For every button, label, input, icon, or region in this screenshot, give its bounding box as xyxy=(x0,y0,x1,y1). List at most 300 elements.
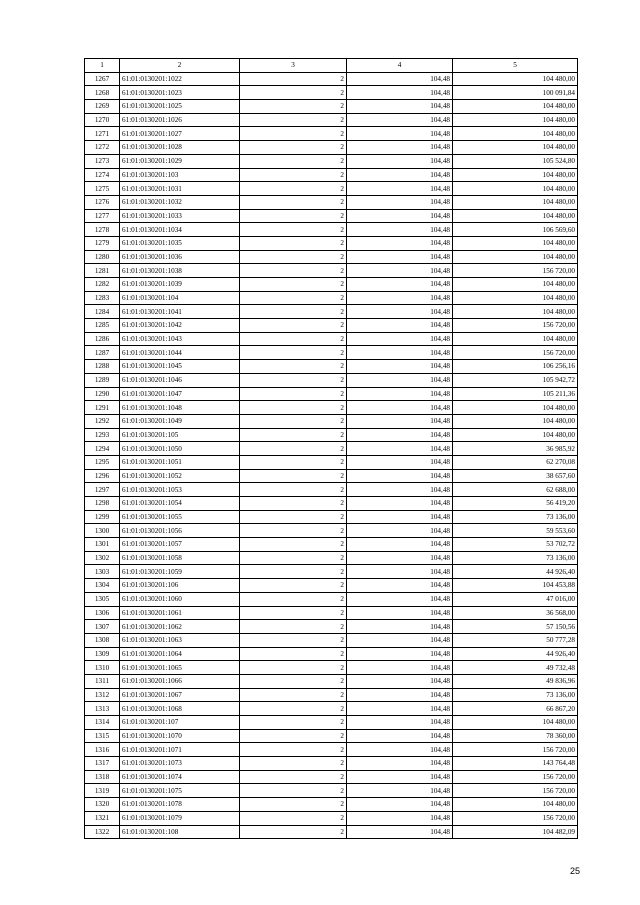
column-4-cell: 104,48 xyxy=(347,510,453,524)
table-row xyxy=(85,373,578,387)
column-4-cell: 104,48 xyxy=(347,127,453,141)
column-4-cell: 104,48 xyxy=(347,606,453,620)
table-row xyxy=(85,688,578,702)
column-3-cell: 2 xyxy=(240,264,347,278)
column-3-cell: 2 xyxy=(240,592,347,606)
row-number-cell: 1303 xyxy=(85,565,120,579)
amount-cell: 104 480,00 xyxy=(453,414,578,428)
cadastral-number-cell: 61:01:0130201:1057 xyxy=(120,538,240,552)
cadastral-number-cell: 61:01:0130201:1065 xyxy=(120,661,240,675)
row-number-cell: 1296 xyxy=(85,469,120,483)
column-3-cell: 2 xyxy=(240,606,347,620)
column-4-cell: 104,48 xyxy=(347,784,453,798)
amount-cell: 62 270,08 xyxy=(453,455,578,469)
table-row xyxy=(85,497,578,511)
table-row xyxy=(85,729,578,743)
table-row xyxy=(85,510,578,524)
column-3-cell: 2 xyxy=(240,743,347,757)
column-3-cell: 2 xyxy=(240,538,347,552)
table-row xyxy=(85,606,578,620)
table-row xyxy=(85,127,578,141)
column-3-cell: 2 xyxy=(240,811,347,825)
amount-cell: 156 720,00 xyxy=(453,743,578,757)
row-number-cell: 1270 xyxy=(85,113,120,127)
cadastral-number-cell: 61:01:0130201:1075 xyxy=(120,784,240,798)
amount-cell: 104 453,88 xyxy=(453,579,578,593)
table-row xyxy=(85,250,578,264)
cadastral-number-cell: 61:01:0130201:1034 xyxy=(120,223,240,237)
cadastral-number-cell: 61:01:0130201:1047 xyxy=(120,387,240,401)
amount-cell: 66 867,20 xyxy=(453,702,578,716)
amount-cell: 104 480,00 xyxy=(453,168,578,182)
table-row xyxy=(85,401,578,415)
row-number-cell: 1311 xyxy=(85,674,120,688)
column-3-cell: 2 xyxy=(240,291,347,305)
column-4-cell: 104,48 xyxy=(347,497,453,511)
header-row xyxy=(85,59,578,73)
column-4-cell: 104,48 xyxy=(347,141,453,155)
row-number-cell: 1293 xyxy=(85,428,120,442)
table-row xyxy=(85,428,578,442)
row-number-cell: 1272 xyxy=(85,141,120,155)
row-number-cell: 1280 xyxy=(85,250,120,264)
row-number-cell: 1267 xyxy=(85,72,120,86)
row-number-cell: 1316 xyxy=(85,743,120,757)
table-row xyxy=(85,332,578,346)
amount-cell: 156 720,00 xyxy=(453,770,578,784)
column-3-cell: 2 xyxy=(240,195,347,209)
table-header xyxy=(85,59,578,73)
row-number-cell: 1319 xyxy=(85,784,120,798)
cadastral-number-cell: 61:01:0130201:1032 xyxy=(120,195,240,209)
column-4-cell: 104,48 xyxy=(347,565,453,579)
cadastral-number-cell: 61:01:0130201:1054 xyxy=(120,497,240,511)
amount-cell: 104 480,00 xyxy=(453,401,578,415)
column-3-cell: 2 xyxy=(240,483,347,497)
amount-cell: 62 688,00 xyxy=(453,483,578,497)
amount-cell: 104 480,00 xyxy=(453,428,578,442)
row-number-cell: 1312 xyxy=(85,688,120,702)
row-number-cell: 1302 xyxy=(85,551,120,565)
row-number-cell: 1297 xyxy=(85,483,120,497)
row-number-cell: 1295 xyxy=(85,455,120,469)
table-row xyxy=(85,236,578,250)
table-row xyxy=(85,455,578,469)
column-4-cell: 104,48 xyxy=(347,373,453,387)
column-3-cell: 2 xyxy=(240,209,347,223)
row-number-cell: 1281 xyxy=(85,264,120,278)
cadastral-number-cell: 61:01:0130201:1025 xyxy=(120,100,240,114)
column-4-cell: 104,48 xyxy=(347,716,453,730)
amount-cell: 104 480,00 xyxy=(453,278,578,292)
column-3-cell: 2 xyxy=(240,469,347,483)
column-4-cell: 104,48 xyxy=(347,86,453,100)
column-4-cell: 104,48 xyxy=(347,154,453,168)
column-4-cell: 104,48 xyxy=(347,401,453,415)
row-number-cell: 1313 xyxy=(85,702,120,716)
table-row xyxy=(85,483,578,497)
column-header-5: 5 xyxy=(453,59,578,73)
column-3-cell: 2 xyxy=(240,716,347,730)
row-number-cell: 1283 xyxy=(85,291,120,305)
row-number-cell: 1300 xyxy=(85,524,120,538)
cadastral-number-cell: 61:01:0130201:1035 xyxy=(120,236,240,250)
table-row xyxy=(85,346,578,360)
column-3-cell: 2 xyxy=(240,674,347,688)
cadastral-number-cell: 61:01:0130201:1044 xyxy=(120,346,240,360)
table-row xyxy=(85,319,578,333)
table-row xyxy=(85,633,578,647)
table-row xyxy=(85,770,578,784)
cadastral-number-cell: 61:01:0130201:1058 xyxy=(120,551,240,565)
column-3-cell: 2 xyxy=(240,373,347,387)
table-row xyxy=(85,825,578,839)
column-4-cell: 104,48 xyxy=(347,483,453,497)
row-number-cell: 1314 xyxy=(85,716,120,730)
amount-cell: 59 553,60 xyxy=(453,524,578,538)
amount-cell: 47 016,00 xyxy=(453,592,578,606)
column-4-cell: 104,48 xyxy=(347,551,453,565)
column-3-cell: 2 xyxy=(240,757,347,771)
cadastral-number-cell: 61:01:0130201:1031 xyxy=(120,182,240,196)
cadastral-number-cell: 61:01:0130201:1036 xyxy=(120,250,240,264)
row-number-cell: 1279 xyxy=(85,236,120,250)
table-row xyxy=(85,798,578,812)
amount-cell: 73 136,00 xyxy=(453,688,578,702)
cadastral-number-cell: 61:01:0130201:1027 xyxy=(120,127,240,141)
amount-cell: 104 480,00 xyxy=(453,182,578,196)
amount-cell: 104 480,00 xyxy=(453,291,578,305)
column-3-cell: 2 xyxy=(240,250,347,264)
column-4-cell: 104,48 xyxy=(347,72,453,86)
column-4-cell: 104,48 xyxy=(347,319,453,333)
cadastral-number-cell: 61:01:0130201:1056 xyxy=(120,524,240,538)
column-4-cell: 104,48 xyxy=(347,524,453,538)
column-3-cell: 2 xyxy=(240,305,347,319)
table-row xyxy=(85,647,578,661)
column-4-cell: 104,48 xyxy=(347,702,453,716)
cadastral-number-cell: 61:01:0130201:1067 xyxy=(120,688,240,702)
column-4-cell: 104,48 xyxy=(347,168,453,182)
row-number-cell: 1305 xyxy=(85,592,120,606)
amount-cell: 104 480,00 xyxy=(453,127,578,141)
cadastral-number-cell: 61:01:0130201:108 xyxy=(120,825,240,839)
table-row xyxy=(85,757,578,771)
table-row xyxy=(85,524,578,538)
column-3-cell: 2 xyxy=(240,647,347,661)
column-3-cell: 2 xyxy=(240,278,347,292)
amount-cell: 73 136,00 xyxy=(453,510,578,524)
column-3-cell: 2 xyxy=(240,401,347,415)
column-4-cell: 104,48 xyxy=(347,538,453,552)
cadastral-number-cell: 61:01:0130201:1078 xyxy=(120,798,240,812)
column-4-cell: 104,48 xyxy=(347,236,453,250)
column-4-cell: 104,48 xyxy=(347,113,453,127)
column-4-cell: 104,48 xyxy=(347,688,453,702)
row-number-cell: 1304 xyxy=(85,579,120,593)
column-3-cell: 2 xyxy=(240,770,347,784)
table-row xyxy=(85,182,578,196)
row-number-cell: 1286 xyxy=(85,332,120,346)
table-body xyxy=(85,72,578,839)
cadastral-number-cell: 61:01:0130201:1064 xyxy=(120,647,240,661)
cadastral-number-cell: 61:01:0130201:1042 xyxy=(120,319,240,333)
column-4-cell: 104,48 xyxy=(347,250,453,264)
column-header-2: 2 xyxy=(120,59,240,73)
row-number-cell: 1318 xyxy=(85,770,120,784)
row-number-cell: 1299 xyxy=(85,510,120,524)
column-4-cell: 104,48 xyxy=(347,195,453,209)
row-number-cell: 1306 xyxy=(85,606,120,620)
row-number-cell: 1294 xyxy=(85,442,120,456)
amount-cell: 105 524,80 xyxy=(453,154,578,168)
table-row xyxy=(85,620,578,634)
table-row xyxy=(85,141,578,155)
column-4-cell: 104,48 xyxy=(347,332,453,346)
column-4-cell: 104,48 xyxy=(347,743,453,757)
cadastral-number-cell: 61:01:0130201:1079 xyxy=(120,811,240,825)
cadastral-number-cell: 61:01:0130201:1062 xyxy=(120,620,240,634)
cadastral-number-cell: 61:01:0130201:1048 xyxy=(120,401,240,415)
column-4-cell: 104,48 xyxy=(347,661,453,675)
amount-cell: 104 480,00 xyxy=(453,72,578,86)
column-3-cell: 2 xyxy=(240,524,347,538)
column-3-cell: 2 xyxy=(240,127,347,141)
row-number-cell: 1275 xyxy=(85,182,120,196)
amount-cell: 104 480,00 xyxy=(453,716,578,730)
cadastral-number-cell: 61:01:0130201:107 xyxy=(120,716,240,730)
table-row xyxy=(85,674,578,688)
cadastral-number-cell: 61:01:0130201:1059 xyxy=(120,565,240,579)
column-3-cell: 2 xyxy=(240,346,347,360)
amount-cell: 56 419,20 xyxy=(453,497,578,511)
amount-cell: 38 657,60 xyxy=(453,469,578,483)
table-row xyxy=(85,195,578,209)
column-4-cell: 104,48 xyxy=(347,305,453,319)
column-4-cell: 104,48 xyxy=(347,729,453,743)
column-3-cell: 2 xyxy=(240,688,347,702)
cadastral-number-cell: 61:01:0130201:103 xyxy=(120,168,240,182)
amount-cell: 104 480,00 xyxy=(453,100,578,114)
cadastral-number-cell: 61:01:0130201:1063 xyxy=(120,633,240,647)
column-4-cell: 104,48 xyxy=(347,223,453,237)
amount-cell: 49 732,48 xyxy=(453,661,578,675)
amount-cell: 105 942,72 xyxy=(453,373,578,387)
column-4-cell: 104,48 xyxy=(347,278,453,292)
amount-cell: 156 720,00 xyxy=(453,784,578,798)
column-3-cell: 2 xyxy=(240,510,347,524)
amount-cell: 78 360,00 xyxy=(453,729,578,743)
column-4-cell: 104,48 xyxy=(347,770,453,784)
row-number-cell: 1320 xyxy=(85,798,120,812)
amount-cell: 57 150,56 xyxy=(453,620,578,634)
table-row xyxy=(85,579,578,593)
cadastral-number-cell: 61:01:0130201:1051 xyxy=(120,455,240,469)
row-number-cell: 1322 xyxy=(85,825,120,839)
amount-cell: 36 568,00 xyxy=(453,606,578,620)
table-row xyxy=(85,209,578,223)
amount-cell: 100 091,84 xyxy=(453,86,578,100)
table-row xyxy=(85,278,578,292)
amount-cell: 106 256,16 xyxy=(453,360,578,374)
table-row xyxy=(85,387,578,401)
column-4-cell: 104,48 xyxy=(347,428,453,442)
column-4-cell: 104,48 xyxy=(347,811,453,825)
column-3-cell: 2 xyxy=(240,360,347,374)
row-number-cell: 1309 xyxy=(85,647,120,661)
cadastral-number-cell: 61:01:0130201:1046 xyxy=(120,373,240,387)
row-number-cell: 1308 xyxy=(85,633,120,647)
cadastral-number-cell: 61:01:0130201:1050 xyxy=(120,442,240,456)
column-3-cell: 2 xyxy=(240,72,347,86)
column-3-cell: 2 xyxy=(240,798,347,812)
column-4-cell: 104,48 xyxy=(347,455,453,469)
column-3-cell: 2 xyxy=(240,442,347,456)
cadastral-number-cell: 61:01:0130201:1055 xyxy=(120,510,240,524)
column-4-cell: 104,48 xyxy=(347,387,453,401)
column-3-cell: 2 xyxy=(240,729,347,743)
amount-cell: 49 836,96 xyxy=(453,674,578,688)
row-number-cell: 1290 xyxy=(85,387,120,401)
cadastral-number-cell: 61:01:0130201:1033 xyxy=(120,209,240,223)
row-number-cell: 1321 xyxy=(85,811,120,825)
column-4-cell: 104,48 xyxy=(347,469,453,483)
row-number-cell: 1289 xyxy=(85,373,120,387)
table-row xyxy=(85,100,578,114)
amount-cell: 50 777,28 xyxy=(453,633,578,647)
row-number-cell: 1301 xyxy=(85,538,120,552)
table-row xyxy=(85,154,578,168)
column-4-cell: 104,48 xyxy=(347,592,453,606)
row-number-cell: 1288 xyxy=(85,360,120,374)
amount-cell: 106 569,60 xyxy=(453,223,578,237)
column-4-cell: 104,48 xyxy=(347,757,453,771)
column-3-cell: 2 xyxy=(240,154,347,168)
cadastral-number-cell: 61:01:0130201:1038 xyxy=(120,264,240,278)
column-3-cell: 2 xyxy=(240,497,347,511)
column-4-cell: 104,48 xyxy=(347,825,453,839)
row-number-cell: 1298 xyxy=(85,497,120,511)
column-4-cell: 104,48 xyxy=(347,414,453,428)
cadastral-number-cell: 61:01:0130201:1023 xyxy=(120,86,240,100)
column-3-cell: 2 xyxy=(240,387,347,401)
amount-cell: 156 720,00 xyxy=(453,319,578,333)
column-3-cell: 2 xyxy=(240,182,347,196)
row-number-cell: 1307 xyxy=(85,620,120,634)
column-3-cell: 2 xyxy=(240,825,347,839)
table-row xyxy=(85,661,578,675)
column-3-cell: 2 xyxy=(240,661,347,675)
row-number-cell: 1276 xyxy=(85,195,120,209)
column-header-4: 4 xyxy=(347,59,453,73)
cadastral-number-cell: 61:01:0130201:1068 xyxy=(120,702,240,716)
amount-cell: 105 211,36 xyxy=(453,387,578,401)
column-3-cell: 2 xyxy=(240,141,347,155)
amount-cell: 156 720,00 xyxy=(453,811,578,825)
cadastral-number-cell: 61:01:0130201:1071 xyxy=(120,743,240,757)
column-3-cell: 2 xyxy=(240,319,347,333)
cadastral-number-cell: 61:01:0130201:1043 xyxy=(120,332,240,346)
amount-cell: 53 702,72 xyxy=(453,538,578,552)
table-row xyxy=(85,702,578,716)
cadastral-number-cell: 61:01:0130201:1073 xyxy=(120,757,240,771)
table-row xyxy=(85,72,578,86)
column-3-cell: 2 xyxy=(240,428,347,442)
cadastral-number-cell: 61:01:0130201:1053 xyxy=(120,483,240,497)
row-number-cell: 1282 xyxy=(85,278,120,292)
column-4-cell: 104,48 xyxy=(347,674,453,688)
column-4-cell: 104,48 xyxy=(347,620,453,634)
column-4-cell: 104,48 xyxy=(347,346,453,360)
table-row xyxy=(85,168,578,182)
column-3-cell: 2 xyxy=(240,113,347,127)
row-number-cell: 1274 xyxy=(85,168,120,182)
cadastral-number-cell: 61:01:0130201:1074 xyxy=(120,770,240,784)
cadastral-number-cell: 61:01:0130201:1028 xyxy=(120,141,240,155)
table-row xyxy=(85,113,578,127)
cadastral-number-cell: 61:01:0130201:104 xyxy=(120,291,240,305)
column-4-cell: 104,48 xyxy=(347,182,453,196)
column-header-3: 3 xyxy=(240,59,347,73)
row-number-cell: 1271 xyxy=(85,127,120,141)
column-3-cell: 2 xyxy=(240,633,347,647)
amount-cell: 156 720,00 xyxy=(453,264,578,278)
amount-cell: 44 926,40 xyxy=(453,647,578,661)
cadastral-number-cell: 61:01:0130201:1045 xyxy=(120,360,240,374)
amount-cell: 143 764,48 xyxy=(453,757,578,771)
amount-cell: 156 720,00 xyxy=(453,346,578,360)
column-3-cell: 2 xyxy=(240,86,347,100)
data-table xyxy=(84,58,578,839)
table-row xyxy=(85,86,578,100)
row-number-cell: 1292 xyxy=(85,414,120,428)
cadastral-number-cell: 61:01:0130201:1052 xyxy=(120,469,240,483)
table-row xyxy=(85,743,578,757)
table-row xyxy=(85,360,578,374)
amount-cell: 104 480,00 xyxy=(453,236,578,250)
row-number-cell: 1277 xyxy=(85,209,120,223)
cadastral-number-cell: 61:01:0130201:1061 xyxy=(120,606,240,620)
cadastral-number-cell: 61:01:0130201:1049 xyxy=(120,414,240,428)
row-number-cell: 1287 xyxy=(85,346,120,360)
amount-cell: 104 480,00 xyxy=(453,209,578,223)
table-row xyxy=(85,716,578,730)
row-number-cell: 1315 xyxy=(85,729,120,743)
cadastral-number-cell: 61:01:0130201:105 xyxy=(120,428,240,442)
cadastral-number-cell: 61:01:0130201:1039 xyxy=(120,278,240,292)
column-4-cell: 104,48 xyxy=(347,579,453,593)
cadastral-number-cell: 61:01:0130201:1029 xyxy=(120,154,240,168)
column-3-cell: 2 xyxy=(240,100,347,114)
column-4-cell: 104,48 xyxy=(347,209,453,223)
column-3-cell: 2 xyxy=(240,455,347,469)
table-row xyxy=(85,469,578,483)
table-row xyxy=(85,538,578,552)
amount-cell: 104 480,00 xyxy=(453,305,578,319)
table-row xyxy=(85,223,578,237)
row-number-cell: 1291 xyxy=(85,401,120,415)
column-4-cell: 104,48 xyxy=(347,291,453,305)
column-4-cell: 104,48 xyxy=(347,264,453,278)
row-number-cell: 1310 xyxy=(85,661,120,675)
amount-cell: 73 136,00 xyxy=(453,551,578,565)
column-3-cell: 2 xyxy=(240,236,347,250)
table-row xyxy=(85,551,578,565)
column-3-cell: 2 xyxy=(240,579,347,593)
amount-cell: 104 480,00 xyxy=(453,332,578,346)
column-3-cell: 2 xyxy=(240,565,347,579)
amount-cell: 36 985,92 xyxy=(453,442,578,456)
